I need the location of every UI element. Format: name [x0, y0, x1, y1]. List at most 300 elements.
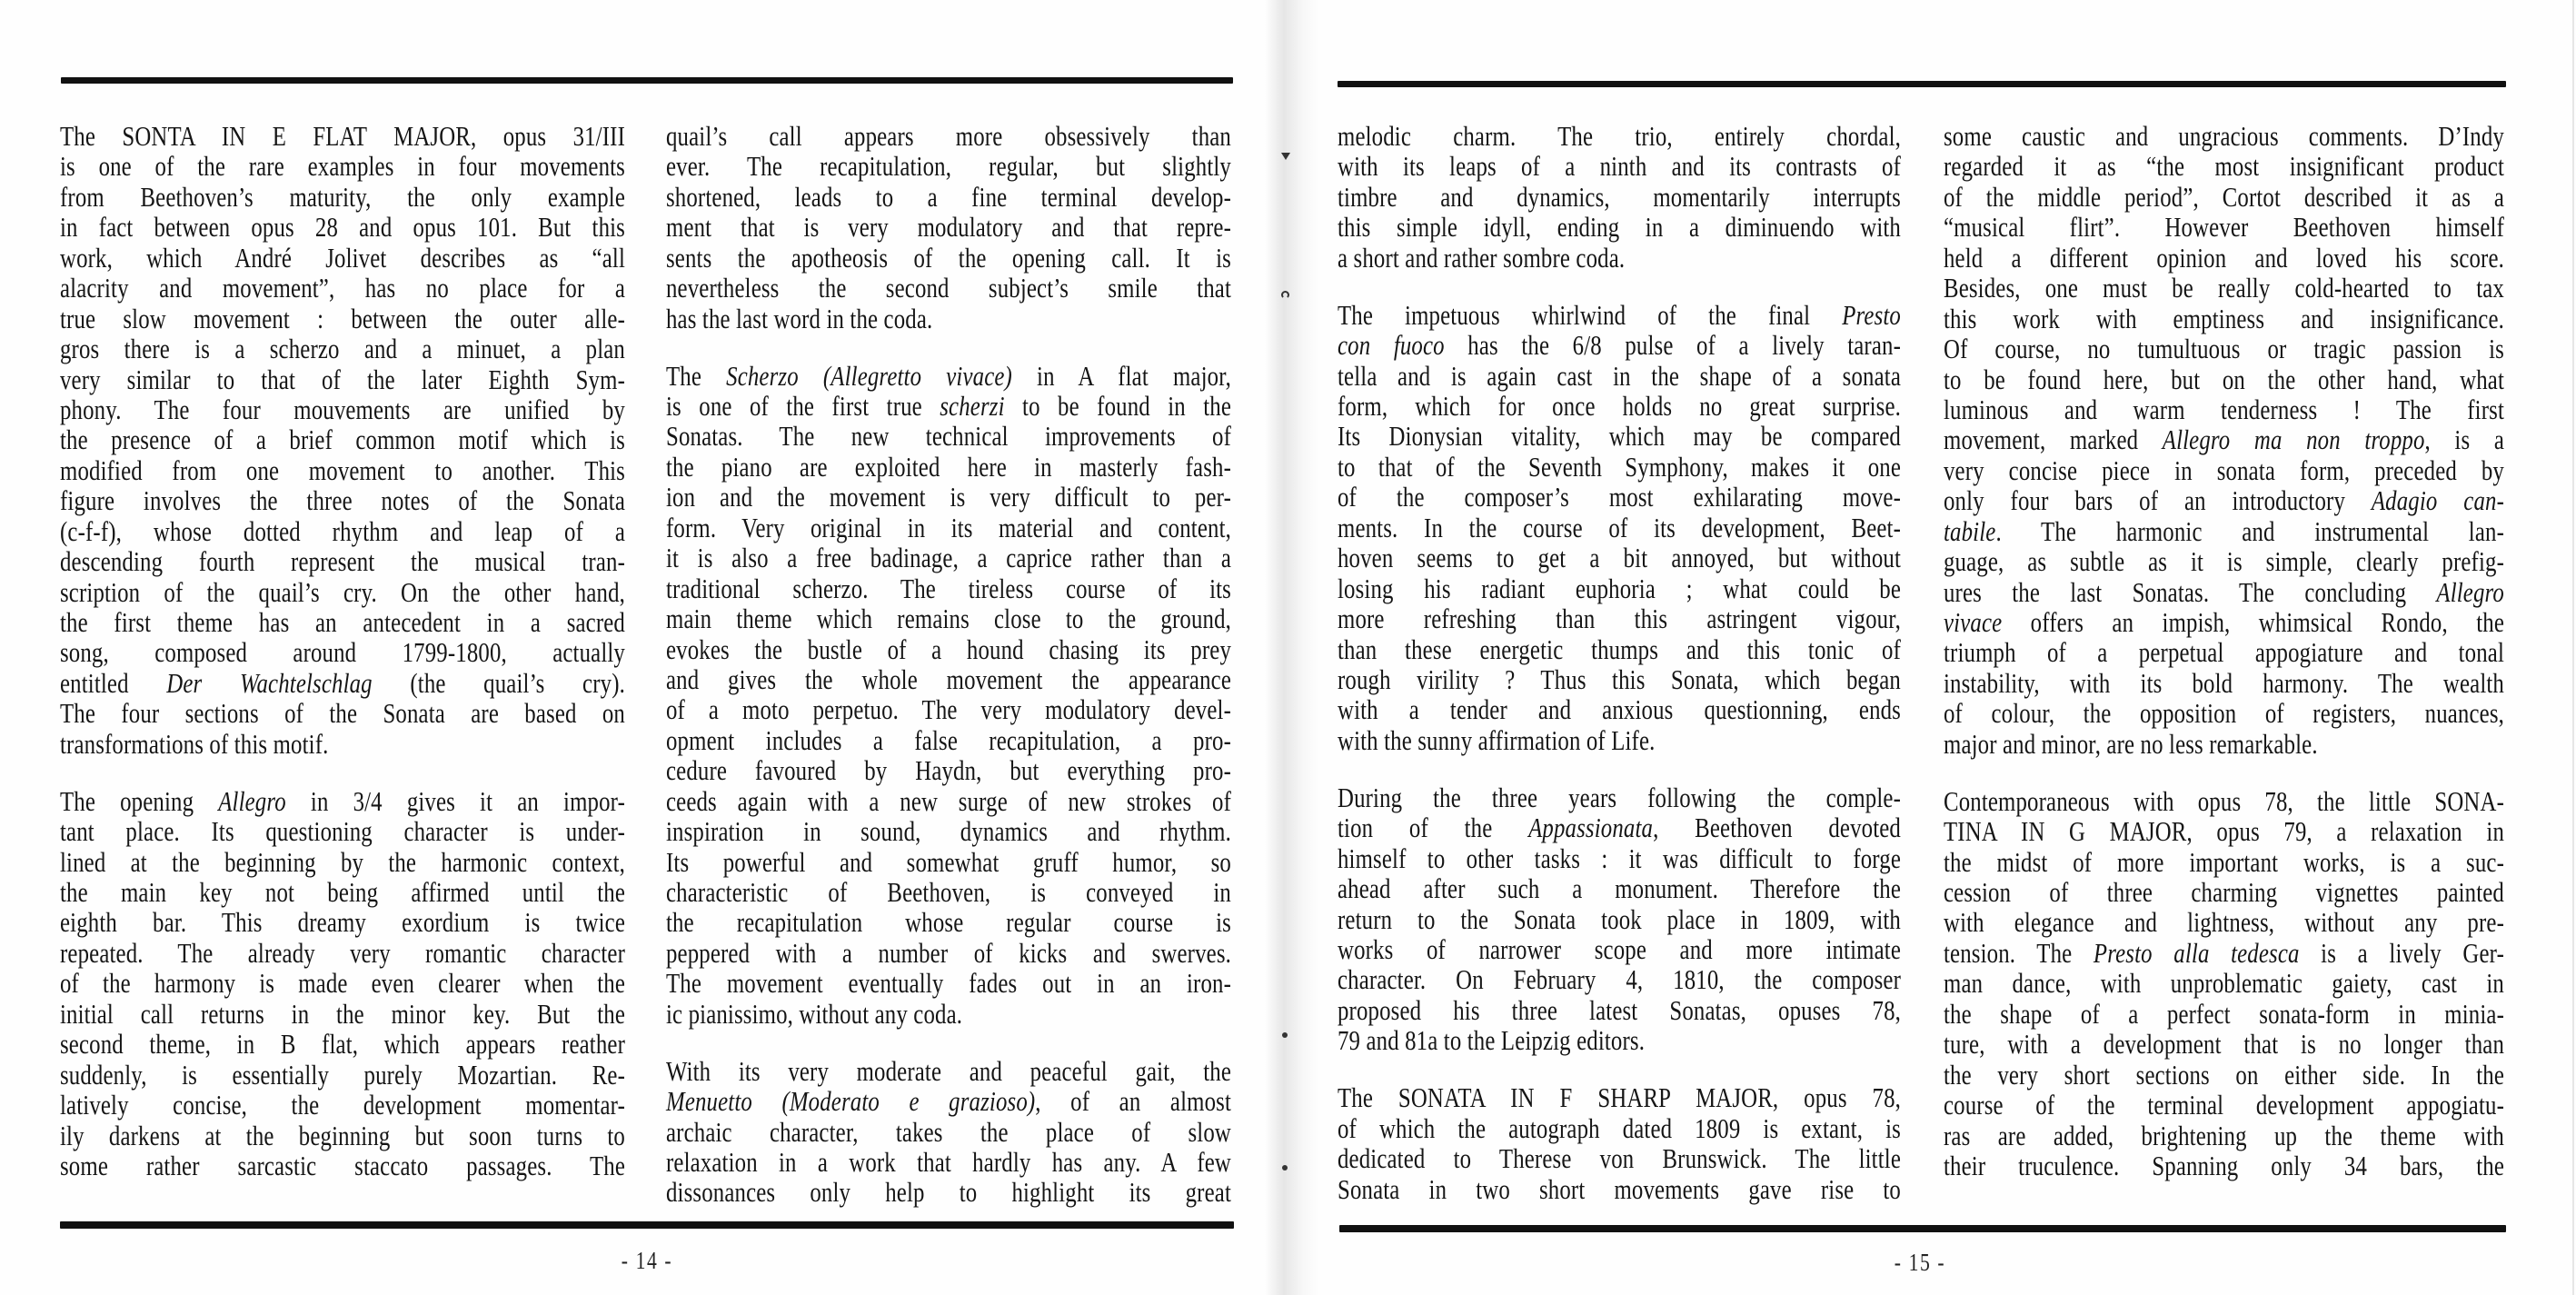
text-line	[1338, 1143, 1901, 1173]
text-line	[60, 1029, 625, 1059]
text-line	[666, 304, 1231, 334]
text-run: the presence of a brief common motif which is	[60, 423, 625, 456]
text-line	[1944, 364, 2504, 394]
text-run: The	[666, 359, 727, 392]
text-line	[1944, 151, 2504, 181]
paragraph	[1944, 786, 2504, 1181]
text-line	[60, 212, 625, 242]
text-line	[1338, 904, 1901, 934]
text-line	[1338, 603, 1901, 633]
text-line	[60, 607, 625, 637]
text-line	[1944, 1151, 2504, 1180]
text-line	[666, 1086, 1231, 1116]
text-run: ahead after such a monument. Therefore the	[1338, 872, 1901, 905]
text-line	[60, 304, 625, 334]
text-run: very concise piece in sonata form, preceded by	[1944, 453, 2504, 486]
text-run: The impetuous whirlwind of the final	[1338, 298, 1843, 331]
text-run: himself to other tasks : it was difficult to forge	[1338, 842, 1901, 874]
text-line	[60, 1121, 625, 1151]
paragraph	[60, 121, 625, 759]
text-run: of the middle period”, Cortot described it as a	[1944, 180, 2504, 213]
text-line	[1944, 212, 2504, 242]
top-rule	[1338, 81, 2506, 87]
text-run: dissonances only help to highlight its great	[666, 1176, 1231, 1209]
text-run: modified from one movement to another. This	[60, 453, 625, 486]
text-line	[1944, 577, 2504, 607]
text-line	[1338, 634, 1901, 664]
text-run: traditional scherzo. The tireless course of its	[666, 572, 1231, 604]
text-run: inspiration in sound, dynamics and rhythm.	[666, 815, 1231, 848]
text-line	[666, 664, 1231, 694]
dot-mark-icon	[1282, 1165, 1288, 1170]
text-column-2	[666, 121, 1231, 1234]
text-line	[666, 786, 1231, 816]
text-run: , of an almost	[1035, 1085, 1231, 1118]
text-line	[1944, 816, 2504, 846]
italic-text: tabile	[1944, 514, 1996, 547]
text-line	[60, 729, 625, 759]
text-line	[1338, 1174, 1901, 1204]
text-run: of the composer’s most exhilarating move-	[1338, 481, 1901, 513]
text-run: ras are added, brightening up the theme with	[1944, 1119, 2504, 1151]
text-run: lined at the beginning by the harmonic context,	[60, 845, 625, 878]
text-run: in fact between opus 28 and opus 101. But this	[60, 211, 625, 244]
text-run: instability, with its bold harmony. The wealth	[1944, 666, 2504, 699]
text-column-4	[1944, 121, 2504, 1208]
text-run: gros there is a scherzo and a minuet, a plan	[60, 333, 625, 365]
text-line	[666, 694, 1231, 724]
text-run: guage, as subtle as it is simple, clearly prefig-	[1944, 545, 2504, 578]
text-run: character. On February 4, 1810, the composer	[1338, 963, 1901, 996]
text-line	[1944, 546, 2504, 576]
text-line	[60, 577, 625, 607]
text-run: eighth bar. This dreamy exordium is twice	[60, 906, 625, 939]
text-run: tion of the	[1338, 812, 1529, 844]
paragraph	[666, 1056, 1231, 1208]
text-line	[666, 482, 1231, 512]
text-line	[666, 603, 1231, 633]
text-line	[666, 755, 1231, 785]
text-run: very similar to that of the later Eighth Sym-	[60, 363, 625, 395]
text-run: more refreshing than this astringent vigour,	[1338, 603, 1901, 635]
text-column-1	[60, 121, 625, 1208]
text-line	[1944, 243, 2504, 273]
text-line	[60, 698, 625, 728]
page-14	[0, 0, 1277, 1295]
text-run: and gives the whole movement the appearance	[666, 662, 1231, 695]
text-run: man dance, with unproblematic gaiety, cast in	[1944, 967, 2504, 1000]
column-text	[1944, 121, 2504, 1180]
text-line	[60, 847, 625, 877]
text-run: regarded it as “the most insignificant product	[1944, 150, 2504, 183]
text-line	[666, 452, 1231, 482]
text-run: descending fourth represent the musical tran-	[60, 545, 625, 578]
text-line	[1944, 637, 2504, 667]
text-line	[1338, 782, 1901, 812]
text-run: is one of the rare examples in four movements	[60, 150, 625, 183]
text-run: ment that is very modulatory and that repre-	[666, 211, 1231, 244]
text-line	[1338, 995, 1901, 1025]
text-run: , is a	[2424, 423, 2504, 456]
text-line	[1338, 212, 1901, 242]
paragraph	[60, 786, 625, 1181]
text-line	[1944, 304, 2504, 334]
italic-text: Appassionata	[1528, 812, 1654, 844]
text-run: phony. The four mouvements are unified by	[60, 393, 625, 425]
text-line	[1944, 1121, 2504, 1151]
text-run: suddenly, is essentially purely Mozartian. Re-	[60, 1058, 625, 1091]
text-run: latively concise, the development momentar-	[60, 1089, 625, 1121]
text-run: major and minor, are no less remarkable.	[1944, 727, 2318, 760]
text-line	[60, 424, 625, 454]
text-run: entitled	[60, 666, 167, 699]
page-edge	[2572, 0, 2574, 1295]
text-run: than these energetic thumps and this tonic of	[1338, 633, 1901, 665]
text-run: opment includes a false recapitulation, a pro-	[666, 723, 1231, 756]
text-run: of which the autograph dated 1809 is extant, is	[1338, 1111, 1901, 1144]
text-run: tella and is again cast in the shape of a sonata	[1338, 359, 1901, 392]
text-line	[1944, 907, 2504, 937]
text-line	[1338, 694, 1901, 724]
text-run: form. Very original in its material and content,	[666, 511, 1231, 543]
text-run: With its very moderate and peaceful gait, the	[666, 1054, 1231, 1087]
text-run: work, which André Jolivet describes as “all	[60, 241, 625, 274]
text-run: a short and rather sombre coda.	[1338, 241, 1626, 274]
text-run: it is also a free badinage, a caprice rather than a	[666, 542, 1231, 574]
text-run: offers an impish, whimsical Rondo, the	[2002, 606, 2504, 638]
text-line	[60, 637, 625, 667]
text-line	[1944, 938, 2504, 968]
text-line	[60, 364, 625, 394]
text-line	[666, 968, 1231, 998]
italic-text: Allegro	[218, 784, 286, 817]
text-run: from Beethoven’s maturity, the only example	[60, 180, 625, 213]
text-line	[1944, 334, 2504, 364]
text-run: ily darkens at the beginning but soon turns to	[60, 1119, 625, 1151]
text-line	[666, 513, 1231, 543]
text-line	[666, 938, 1231, 968]
text-line	[1338, 873, 1901, 903]
text-line	[1338, 452, 1901, 482]
text-line	[1338, 330, 1901, 360]
text-run: this work with emptiness and insignificance.	[1944, 302, 2504, 334]
italic-text: Adagio can-	[2371, 484, 2504, 517]
bottom-rule	[60, 1221, 1234, 1229]
paragraph	[1338, 1082, 1901, 1204]
text-run: initial call returns in the minor key. But the	[60, 997, 625, 1030]
text-run: Its Dionysian vitality, which may be compared	[1338, 420, 1901, 453]
text-run: the recapitulation whose regular course is	[666, 906, 1231, 939]
text-line	[60, 455, 625, 485]
text-line	[666, 1117, 1231, 1147]
text-run: scription of the quail’s cry. On the other hand,	[60, 575, 625, 608]
text-run: ures the last Sonatas. The concluding	[1944, 575, 2437, 608]
text-run: dedicated to Therese von Brunswick. The little	[1338, 1142, 1901, 1175]
text-line	[1338, 151, 1901, 181]
text-run: During the three years following the comple-	[1338, 781, 1901, 813]
text-line	[60, 999, 625, 1029]
text-run: in A flat major,	[1011, 359, 1231, 392]
text-run: proposed his three latest Sonatas, opuses 78,	[1338, 993, 1901, 1026]
text-line	[1338, 725, 1901, 755]
page-15	[1277, 0, 2576, 1295]
text-line	[1944, 999, 2504, 1029]
text-run: to that of the Seventh Symphony, makes it one	[1338, 450, 1901, 483]
text-line	[60, 668, 625, 698]
text-line	[1338, 1082, 1901, 1112]
text-run: cedure favoured by Haydn, but everything pro-	[666, 754, 1231, 787]
text-run: ments. In the course of its development, Beet-	[1338, 511, 1901, 543]
text-line	[1338, 513, 1901, 543]
text-run: to be found in the	[1004, 390, 1231, 422]
text-run: the very short sections on either side. In the	[1944, 1058, 2504, 1091]
text-line	[60, 1151, 625, 1180]
italic-text: con fuoco	[1338, 329, 1445, 362]
text-run: ic pianissimo, without any coda.	[666, 997, 963, 1030]
text-run: works of narrower scope and more intimate	[1338, 932, 1901, 965]
text-line	[1338, 934, 1901, 964]
text-run: ever. The recapitulation, regular, but slightly	[666, 150, 1231, 183]
text-line	[1944, 121, 2504, 151]
text-run: figure involves the three notes of the Sonata	[60, 484, 625, 517]
text-run: The movement eventually fades out in an iron-	[666, 967, 1231, 1000]
text-line	[1944, 729, 2504, 759]
text-run: archaic character, takes the place of slow	[666, 1115, 1231, 1148]
text-run: The SONTA IN E FLAT MAJOR, opus 31/III	[60, 120, 625, 152]
text-line	[60, 394, 625, 424]
text-run: ture, with a development that is no longer than	[1944, 1028, 2504, 1061]
column-text	[666, 121, 1231, 1208]
text-run: Contemporaneous with opus 78, the little SONA-	[1944, 784, 2504, 817]
italic-text: Scherzo (Allegretto vivace)	[726, 359, 1012, 392]
text-run: triumph of a perpetual appogiature and tonal	[1944, 636, 2504, 669]
gutter-shadow	[1265, 0, 1319, 1295]
text-run: movement, marked	[1944, 423, 2163, 456]
paragraph	[1338, 782, 1901, 1056]
text-line	[666, 573, 1231, 603]
text-run: second theme, in B flat, which appears reather	[60, 1028, 625, 1061]
text-line	[666, 421, 1231, 451]
text-line	[60, 151, 625, 181]
text-run: with elegance and lightness, without any pre-	[1944, 906, 2504, 939]
text-run: “musical flirt”. However Beethoven himself	[1944, 211, 2504, 244]
text-run: the first theme has an antecedent in a sacred	[60, 606, 625, 638]
text-line	[666, 182, 1231, 212]
text-line	[1944, 424, 2504, 454]
text-run: shortened, leads to a fine terminal develop-	[666, 180, 1231, 213]
text-run: hoven seems to get a bit annoyed, but without	[1338, 542, 1901, 574]
text-line	[1944, 182, 2504, 212]
paragraph	[1338, 300, 1901, 756]
text-run: TINA IN G MAJOR, opus 79, a relaxation in	[1944, 815, 2504, 848]
italic-text: Menuetto (Moderato e grazioso)	[666, 1085, 1036, 1118]
italic-text: Allegro ma non troppo	[2162, 423, 2425, 456]
text-run: peppered with a number of kicks and swerves.	[666, 936, 1231, 969]
text-run: losing his radiant euphoria ; what could be	[1338, 572, 1901, 604]
italic-text: Presto	[1842, 298, 1901, 331]
text-line	[666, 273, 1231, 303]
text-line	[1338, 1025, 1901, 1055]
text-line	[1338, 664, 1901, 694]
italic-text: Allegro	[2436, 575, 2504, 608]
text-run: their truculence. Spanning only 34 bars, the	[1944, 1149, 2504, 1181]
text-run: The SONATA IN F SHARP MAJOR, opus 78,	[1338, 1081, 1901, 1114]
text-run: The four sections of the Sonata are based on	[60, 697, 625, 730]
text-line	[1944, 1029, 2504, 1059]
text-run: true slow movement : between the outer alle-	[60, 302, 625, 334]
text-run: timbre and dynamics, momentarily interrupts	[1338, 180, 1901, 213]
text-line	[1338, 300, 1901, 330]
text-line	[60, 334, 625, 364]
text-line	[60, 816, 625, 846]
page-number: - 15 -	[1894, 1249, 1946, 1276]
text-run: tension. The	[1944, 936, 2094, 969]
text-line	[1338, 121, 1901, 151]
text-line	[1944, 273, 2504, 303]
text-line	[1944, 607, 2504, 637]
text-run: has the 6/8 pulse of a lively taran-	[1444, 329, 1901, 362]
text-line	[60, 1060, 625, 1090]
dot-mark-icon	[1282, 1032, 1288, 1038]
text-run: evokes the bustle of a hound chasing its prey	[666, 633, 1231, 665]
text-line	[60, 273, 625, 303]
text-line	[1944, 455, 2504, 485]
text-line	[60, 121, 625, 151]
text-line	[1338, 361, 1901, 391]
text-line	[666, 121, 1231, 151]
text-line	[1944, 847, 2504, 877]
text-line	[666, 361, 1231, 391]
text-run: (c-f-f), whose dotted rhythm and leap of a	[60, 514, 625, 547]
text-run: . The harmonic and instrumental lan-	[1995, 514, 2504, 547]
text-column-3	[1338, 121, 1901, 1230]
text-line	[1944, 698, 2504, 728]
text-run: with the sunny affirmation of Life.	[1338, 723, 1656, 756]
top-rule	[61, 77, 1233, 84]
text-line	[666, 816, 1231, 846]
text-line	[1338, 243, 1901, 273]
text-line	[1944, 394, 2504, 424]
text-run: the main key not being affirmed until the	[60, 876, 625, 908]
text-line	[666, 634, 1231, 664]
text-run: Sonata in two short movements gave rise to	[1338, 1172, 1901, 1205]
italic-text: Der Wachtelschlag	[166, 666, 373, 699]
text-line	[1944, 786, 2504, 816]
text-run: of colour, the opposition of registers, nuances,	[1944, 697, 2504, 730]
text-line	[1944, 668, 2504, 698]
text-line	[1944, 1060, 2504, 1090]
text-run: Sonatas. The new technical improvements of	[666, 420, 1231, 453]
text-line	[666, 999, 1231, 1029]
text-run: transformations of this motif.	[60, 727, 329, 760]
text-line	[666, 151, 1231, 181]
text-line	[666, 1177, 1231, 1207]
text-run: the piano are exploited here in masterly fash-	[666, 450, 1231, 483]
text-run: this simple idyll, ending in a diminuendo with	[1338, 211, 1901, 244]
text-line	[1338, 964, 1901, 994]
text-line	[60, 546, 625, 576]
text-line	[666, 907, 1231, 937]
text-line	[666, 725, 1231, 755]
text-run: sents the apotheosis of the opening call. It is	[666, 241, 1231, 274]
text-run: held a different opinion and loved his score.	[1944, 241, 2504, 274]
text-line	[60, 907, 625, 937]
text-line	[60, 1090, 625, 1120]
text-line	[1338, 543, 1901, 573]
text-run: relaxation in a work that hardly has any. A few	[666, 1146, 1231, 1178]
text-line	[1944, 516, 2504, 546]
text-line	[1338, 812, 1901, 842]
column-text	[1338, 121, 1901, 1204]
hook-mark-icon	[1281, 291, 1289, 299]
text-line	[666, 543, 1231, 573]
text-run: is one of the first true	[666, 390, 940, 422]
text-run: quail’s call appears more obsessively than	[666, 120, 1231, 152]
paragraph	[666, 361, 1231, 1030]
text-run: course of the terminal development appogiatu-	[1944, 1089, 2504, 1121]
text-run: the shape of a perfect sonata-form in minia-	[1944, 997, 2504, 1030]
text-line	[60, 243, 625, 273]
text-run: melodic charm. The trio, entirely chordal,	[1338, 120, 1901, 152]
text-run: return to the Sonata took place in 1809, with	[1338, 902, 1901, 935]
text-run: in 3/4 gives it an impor-	[285, 784, 625, 817]
text-run: Besides, one must be really cold-hearted to tax	[1944, 272, 2504, 304]
text-run: only four bars of an introductory	[1944, 484, 2372, 517]
text-line	[1338, 482, 1901, 512]
paragraph	[1944, 121, 2504, 759]
text-line	[60, 516, 625, 546]
text-run: luminous and warm tenderness ! The first	[1944, 393, 2504, 425]
text-line	[60, 938, 625, 968]
text-run: ceeds again with a new surge of new strokes of	[666, 784, 1231, 817]
text-line	[60, 786, 625, 816]
text-line	[60, 968, 625, 998]
text-line	[1944, 968, 2504, 998]
text-line	[666, 1147, 1231, 1177]
text-line	[666, 391, 1231, 421]
text-run: The opening	[60, 784, 219, 817]
italic-text: Presto alla tedesca	[2093, 936, 2300, 969]
text-run: form, which for once holds no great surprise.	[1338, 390, 1901, 422]
text-run: ion and the movement is very difficult to per-	[666, 481, 1231, 513]
text-run: with a tender and anxious questionning, ends	[1338, 693, 1901, 726]
text-run: some caustic and ungracious comments. D’Indy	[1944, 120, 2504, 152]
text-run: is a lively Ger-	[2299, 936, 2504, 969]
paragraph	[666, 121, 1231, 334]
bottom-rule	[1339, 1225, 2506, 1232]
text-run: with its leaps of a ninth and its contrasts of	[1338, 150, 1901, 183]
column-text	[60, 121, 625, 1180]
text-run: rough virility ? Thus this Sonata, which began	[1338, 662, 1901, 695]
text-run: cession of three charming vignettes painted	[1944, 876, 2504, 908]
text-line	[1338, 391, 1901, 421]
text-run: the midst of more important works, is a suc-	[1944, 845, 2504, 878]
text-line	[1338, 843, 1901, 873]
text-line	[666, 243, 1231, 273]
text-line	[1944, 1090, 2504, 1120]
italic-text: scherzi	[940, 390, 1005, 422]
text-line	[666, 212, 1231, 242]
page-number: - 14 -	[621, 1247, 673, 1274]
text-line	[60, 877, 625, 907]
text-line	[666, 877, 1231, 907]
text-run: , Beethoven devoted	[1653, 812, 1901, 844]
text-line	[666, 1056, 1231, 1086]
text-run: of a moto perpetuo. The very modulatory devel-	[666, 693, 1231, 726]
text-run: (the quail’s cry).	[372, 666, 625, 699]
text-run: has the last word in the coda.	[666, 302, 933, 334]
text-line	[1944, 485, 2504, 515]
